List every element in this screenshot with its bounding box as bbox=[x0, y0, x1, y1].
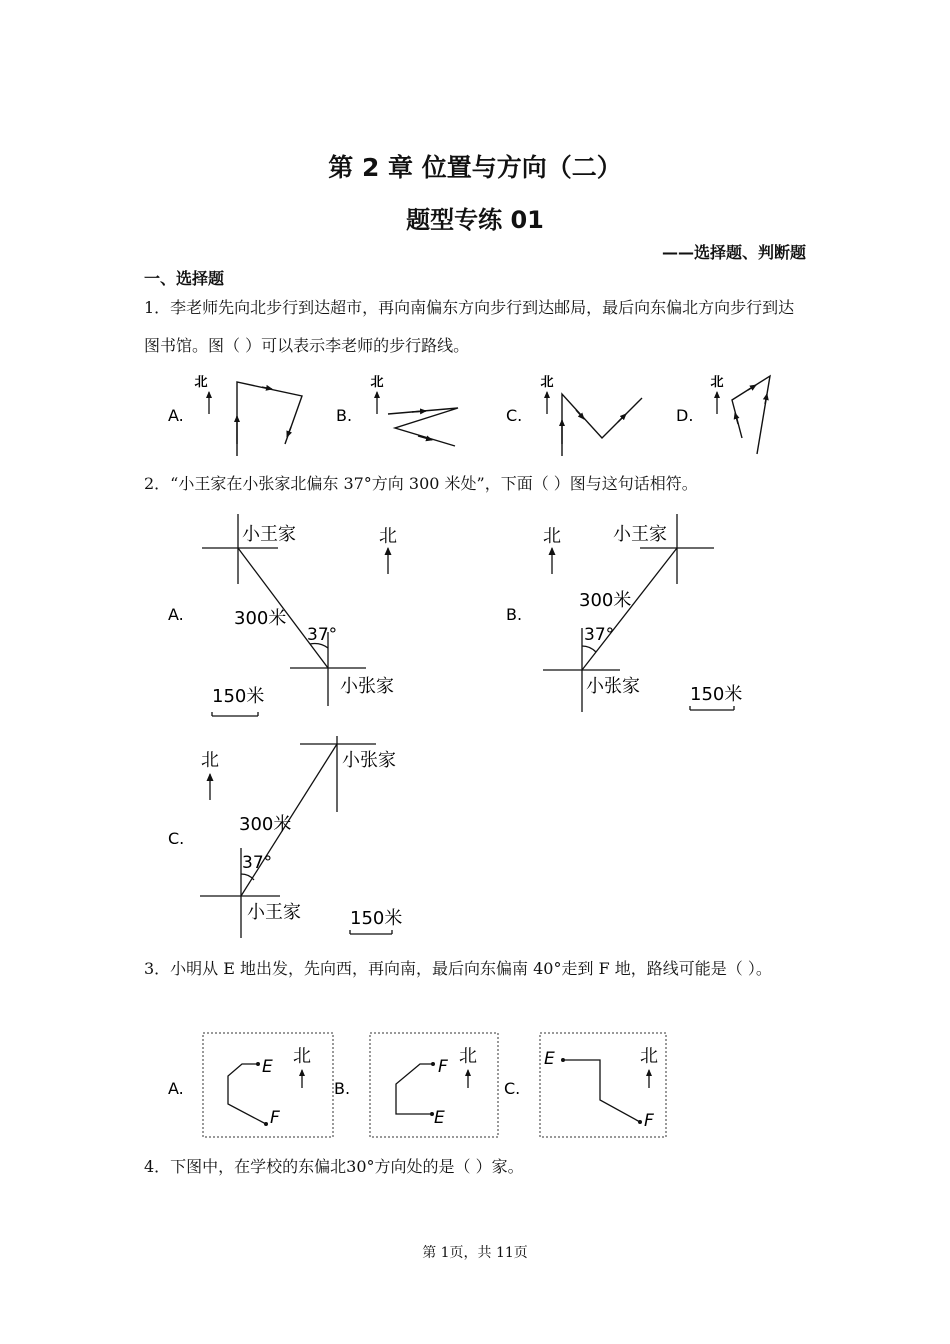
q3-option-b-label: B. bbox=[334, 1079, 351, 1098]
svg-text:37°: 37° bbox=[584, 625, 615, 645]
svg-text:E: E bbox=[434, 1108, 445, 1128]
svg-text:F: F bbox=[438, 1057, 448, 1077]
page-number-footer: 第 1页，共 11页 bbox=[422, 1245, 528, 1261]
chapter-title: 第 2 章 位置与方向（二） bbox=[328, 153, 622, 182]
svg-text:37°: 37° bbox=[242, 853, 273, 873]
q1-north-a bbox=[194, 375, 209, 414]
q1-figure-b bbox=[388, 408, 458, 446]
q2-option-c-label: C. bbox=[168, 829, 185, 848]
q1-option-d-label: D. bbox=[676, 406, 694, 425]
svg-text:小王家: 小王家 bbox=[242, 524, 296, 545]
svg-text:北: 北 bbox=[543, 526, 561, 547]
q1-option-c-label: C. bbox=[506, 406, 523, 425]
q1-option-a-label: A. bbox=[168, 406, 184, 425]
svg-text:150米: 150米 bbox=[212, 686, 265, 707]
exercise-subtitle: ——选择题、判断题 bbox=[661, 243, 806, 262]
svg-text:北: 北 bbox=[370, 375, 384, 390]
question-4-text: 4．下图中，在学校的东偏北30°方向处的是（ ）家。 bbox=[144, 1157, 524, 1176]
q1-north-d bbox=[710, 375, 723, 414]
svg-text:北: 北 bbox=[293, 1046, 311, 1067]
q3-option-a-label: A. bbox=[168, 1079, 184, 1098]
section-heading-choice: 一、选择题 bbox=[144, 269, 225, 288]
svg-text:37°: 37° bbox=[307, 625, 338, 645]
svg-text:北: 北 bbox=[710, 375, 724, 390]
question-2-text: 2．“小王家在小张家北偏东 37°方向 300 米处”，下面（ ）图与这句话相符。 bbox=[144, 474, 698, 493]
q3-diagram-c bbox=[504, 1033, 666, 1137]
q1-north-c bbox=[540, 375, 553, 414]
svg-text:E: E bbox=[544, 1049, 555, 1069]
svg-text:小张家: 小张家 bbox=[586, 676, 640, 697]
svg-text:150米: 150米 bbox=[350, 908, 403, 929]
question-2-figures bbox=[150, 508, 810, 948]
svg-text:北: 北 bbox=[379, 526, 397, 547]
svg-text:小张家: 小张家 bbox=[340, 676, 394, 697]
svg-text:北: 北 bbox=[201, 750, 219, 771]
q2-option-b-label: B. bbox=[506, 605, 523, 624]
question-3-figures bbox=[150, 1028, 710, 1144]
q1-option-b-label: B. bbox=[336, 406, 353, 425]
svg-text:小王家: 小王家 bbox=[613, 524, 667, 545]
svg-text:小王家: 小王家 bbox=[247, 902, 301, 923]
svg-text:小张家: 小张家 bbox=[342, 750, 396, 771]
q1-figure-a bbox=[237, 382, 302, 456]
svg-text:300米: 300米 bbox=[579, 590, 632, 611]
exercise-title: 题型专练 01 bbox=[406, 206, 544, 234]
svg-text:F: F bbox=[644, 1111, 654, 1131]
q1-north-b bbox=[370, 375, 383, 414]
q2-diagram-c bbox=[168, 736, 402, 938]
svg-text:北: 北 bbox=[459, 1046, 477, 1067]
svg-text:北: 北 bbox=[194, 375, 208, 390]
q3-diagram-b bbox=[334, 1033, 498, 1137]
q2-diagram-b bbox=[506, 514, 742, 712]
svg-text:300米: 300米 bbox=[234, 608, 287, 629]
svg-text:300米: 300米 bbox=[239, 814, 292, 835]
q2-diagram-a bbox=[168, 514, 397, 716]
question-1-figures bbox=[150, 364, 810, 464]
q1-figure-c bbox=[562, 394, 642, 456]
q1-figure-d bbox=[732, 376, 770, 454]
svg-text:北: 北 bbox=[540, 375, 554, 390]
svg-text:F: F bbox=[270, 1108, 280, 1128]
question-3-text: 3．小明从 E 地出发，先向西，再向南，最后向东偏南 40°走到 F 地，路线可能是（ ）。 bbox=[144, 959, 772, 978]
question-1-text: 1．李老师先向北步行到达超市，再向南偏东方向步行到达邮局，最后向东偏北方向步行到达图书馆。图（ ）可以表示李老师的步行路线。 bbox=[144, 298, 795, 355]
svg-text:E: E bbox=[262, 1057, 273, 1077]
q3-option-c-label: C. bbox=[504, 1079, 521, 1098]
q2-option-a-label: A. bbox=[168, 605, 184, 624]
svg-text:150米: 150米 bbox=[690, 684, 743, 705]
q3-diagram-a bbox=[168, 1033, 333, 1137]
svg-text:北: 北 bbox=[640, 1046, 658, 1067]
